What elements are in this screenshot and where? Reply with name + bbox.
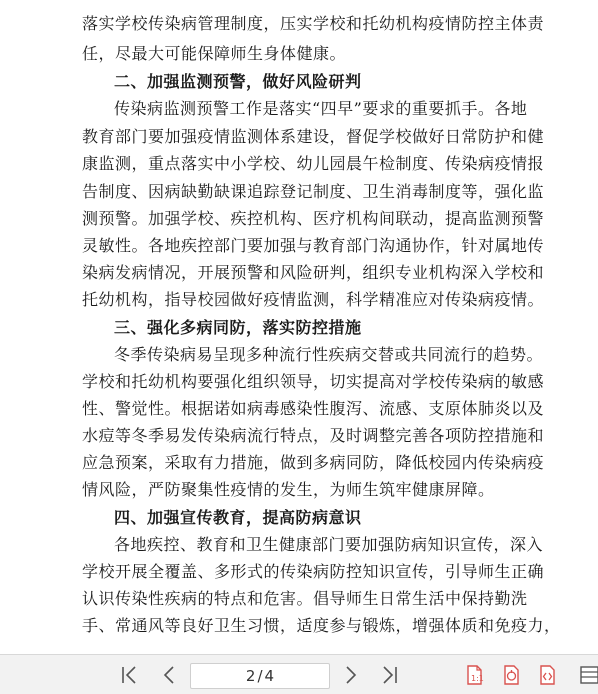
paragraph-line: 任，尽最大可能保障师生身体健康。 <box>82 44 347 63</box>
paragraph-line: 落实学校传染病管理制度，压实学校和托幼机构疫情防控主体责 <box>82 14 545 33</box>
fit-page-icon <box>463 664 485 686</box>
last-page-button[interactable] <box>377 663 401 687</box>
code-view-icon <box>536 664 558 686</box>
paragraph-line: 情风险，严防聚集性疫情的发生，为师生筑牢健康屏障。 <box>82 480 495 499</box>
paragraph-line: 手、常通风等良好卫生习惯，适度参与锻炼，增强体质和免疫力， <box>82 616 561 635</box>
paragraph-line: 告制度、因病缺勤缺课追踪登记制度、卫生消毒制度等，强化监 <box>82 182 545 201</box>
previous-page-button[interactable] <box>157 663 181 687</box>
paragraph-line: 托幼机构，指导校园做好疫情监测，科学精准应对传染病疫情。 <box>82 290 545 309</box>
next-page-icon <box>340 664 362 686</box>
page-navigation-toolbar <box>0 654 598 694</box>
page-separator: / <box>257 667 263 685</box>
paragraph-line: 认识传染性疾病的特点和危害。倡导师生日常生活中保持勤洗 <box>82 589 528 608</box>
paragraph-line: 学校开展全覆盖、多形式的传染病防控知识宣传，引导师生正确 <box>82 562 545 581</box>
paragraph-line: 教育部门要加强疫情监测体系建设，督促学校做好日常防护和健 <box>82 127 545 146</box>
section-heading: 四、加强宣传教育，提高防病意识 <box>114 508 362 527</box>
previous-page-icon <box>158 664 180 686</box>
next-page-button[interactable] <box>339 663 363 687</box>
panel-button[interactable] <box>578 663 598 687</box>
total-pages: 4 <box>264 667 275 685</box>
paragraph-line: 康监测，重点落实中小学校、幼儿园晨午检制度、传染病疫情报 <box>82 154 545 173</box>
paragraph-line: 测预警。加强学校、疾控机构、医疗机构间联动，提高监测预警 <box>82 209 545 228</box>
page-number-field[interactable] <box>190 663 330 689</box>
paragraph-line: 冬季传染病易呈现多种流行性疾病交替或共同流行的趋势。 <box>114 345 544 364</box>
first-page-button[interactable] <box>118 663 142 687</box>
paragraph-line: 性、警觉性。根据诺如病毒感染性腹泻、流感、支原体肺炎以及 <box>82 399 545 418</box>
paragraph-line: 传染病监测预警工作是落实“四早”要求的重要抓手。各地 <box>114 99 528 118</box>
fit-page-button[interactable] <box>462 663 486 687</box>
rotate-button[interactable] <box>499 663 523 687</box>
svg-text:1:1: 1:1 <box>471 674 484 683</box>
first-page-icon <box>119 664 141 686</box>
rotate-icon <box>500 664 522 686</box>
paragraph-line: 各地疾控、教育和卫生健康部门要加强防病知识宣传，深入 <box>114 535 544 554</box>
paragraph-line: 灵敏性。各地疾控部门要加强与教育部门沟通协作，针对属地传 <box>82 236 545 255</box>
code-view-button[interactable] <box>535 663 559 687</box>
paragraph-line: 应急预案，采取有力措施，做到多病同防，降低校园内传染病疫 <box>82 453 545 472</box>
section-heading: 三、强化多病同防，落实防控措施 <box>114 318 362 337</box>
last-page-icon <box>378 664 400 686</box>
paragraph-line: 水痘等冬季易发传染病流行特点，及时调整完善各项防控措施和 <box>82 426 545 445</box>
paragraph-line: 染病发病情况，开展预警和风险研判，组织专业机构深入学校和 <box>82 263 545 282</box>
paragraph-line: 学校和托幼机构要强化组织领导，切实提高对学校传染病的敏感 <box>82 372 545 391</box>
current-page: 2 <box>245 667 256 685</box>
section-heading: 二、加强监测预警，做好风险研判 <box>114 72 362 91</box>
panel-icon <box>578 664 598 686</box>
